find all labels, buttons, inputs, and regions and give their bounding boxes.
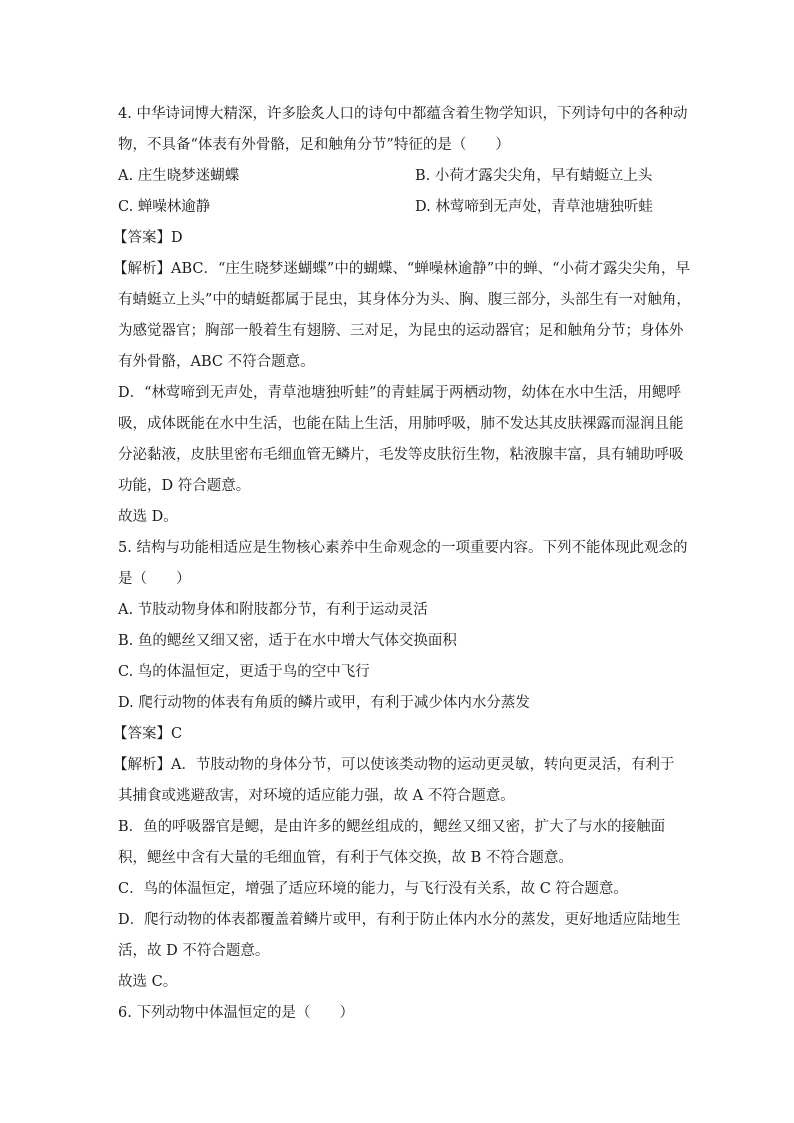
q4-analysis-line: 故选 D。 <box>118 509 178 525</box>
q6-stem-line-1: 6. 下列动物中体温恒定的是（ ） <box>118 1005 354 1021</box>
q5-analysis-line: D．爬行动物的体表都覆盖着鳞片或甲，有利于防止体内水分的蒸发，更好地适应陆地生 <box>118 912 681 928</box>
q4-option-a: A. 庄生晓梦迷蝴蝶 <box>118 168 240 184</box>
q5-analysis-line: 其捕食或逃避敌害，对环境的适应能力强，故 A 不符合题意。 <box>118 788 515 804</box>
q4-option-c: C. 蝉噪林逾静 <box>118 199 211 215</box>
q5-analysis-line: C．鸟的体温恒定，增强了适应环境的能力，与飞行没有关系，故 C 符合题意。 <box>118 881 628 897</box>
q4-analysis-line: 功能，D 符合题意。 <box>118 478 251 494</box>
q4-answer: 【答案】D <box>113 230 183 246</box>
q4-analysis-line: 为感觉器官；胸部一般着生有翅膀、三对足，为昆虫的运动器官；足和触角分节；身体外 <box>118 323 684 339</box>
q4-analysis-line: 有蜻蜓立上头”中的蜻蜓都属于昆虫，其身体分为头、胸、腹三部分，头部生有一对触角， <box>118 292 691 308</box>
q5-option-c: C. 鸟的体温恒定，更适于鸟的空中飞行 <box>118 664 370 680</box>
q5-option-b: B. 鱼的鳃丝又细又密，适于在水中增大气体交换面积 <box>118 633 457 649</box>
q4-stem-line-2: 物，不具备“体表有外骨骼，足和触角分节”特征的是（ ） <box>118 137 510 153</box>
q4-analysis-line: 吸，成体既能在水中生活，也能在陆上生活，用肺呼吸，肺不发达其皮肤裸露而湿润且能 <box>118 416 684 432</box>
q5-analysis-line: 故选 C。 <box>118 974 178 990</box>
q5-stem-line-1: 5. 结构与功能相适应是生物核心素养中生命观念的一项重要内容。下列不能体现此观念的 <box>118 540 688 556</box>
q5-analysis-line: 积，鳃丝中含有大量的毛细血管，有利于气体交换，故 B 不符合题意。 <box>118 850 573 866</box>
q5-option-a: A. 节肢动物身体和附肢都分节，有利于运动灵活 <box>118 602 428 618</box>
q4-stem-line-1: 4. 中华诗词博大精深，许多脍炙人口的诗句中都蕴含着生物学知识，下列诗句中的各种动 <box>118 106 688 122</box>
q4-analysis-line: D．“林莺啼到无声处，青草池塘独听蛙”的青蛙属于两栖动物，幼体在水中生活，用鳃呼 <box>118 385 681 401</box>
q5-answer: 【答案】C <box>113 726 183 742</box>
q4-option-d: D. 林莺啼到无声处，青草池塘独听蛙 <box>415 199 653 215</box>
q5-stem-line-2: 是（ ） <box>118 571 191 587</box>
q4-analysis-line: 分泌黏液，皮肤里密布毛细血管无鳞片，毛发等皮肤衍生物，粘液腺丰富，具有辅助呼吸 <box>118 447 684 463</box>
q4-analysis-line: 【解析】ABC．“庄生晓梦迷蝴蝶”中的蝴蝶、“蝉噪林逾静”中的蝉、“小荷才露尖尖角，早 <box>113 261 691 277</box>
q5-analysis-line: B．鱼的呼吸器官是鳃，是由许多的鳃丝组成的，鳃丝又细又密，扩大了与水的接触面 <box>118 819 666 835</box>
q5-option-d: D. 爬行动物的体表有角质的鳞片或甲，有利于减少体内水分蒸发 <box>118 695 530 711</box>
q4-option-b: B. 小荷才露尖尖角，早有蜻蜓立上头 <box>415 168 653 184</box>
q4-analysis-line: 有外骨骼，ABC 不符合题意。 <box>118 354 315 370</box>
q5-analysis-line: 活，故 D 不符合题意。 <box>118 943 270 959</box>
q5-analysis-line: 【解析】A．节肢动物的身体分节，可以使该类动物的运动更灵敏，转向更灵活，有利于 <box>113 757 675 773</box>
